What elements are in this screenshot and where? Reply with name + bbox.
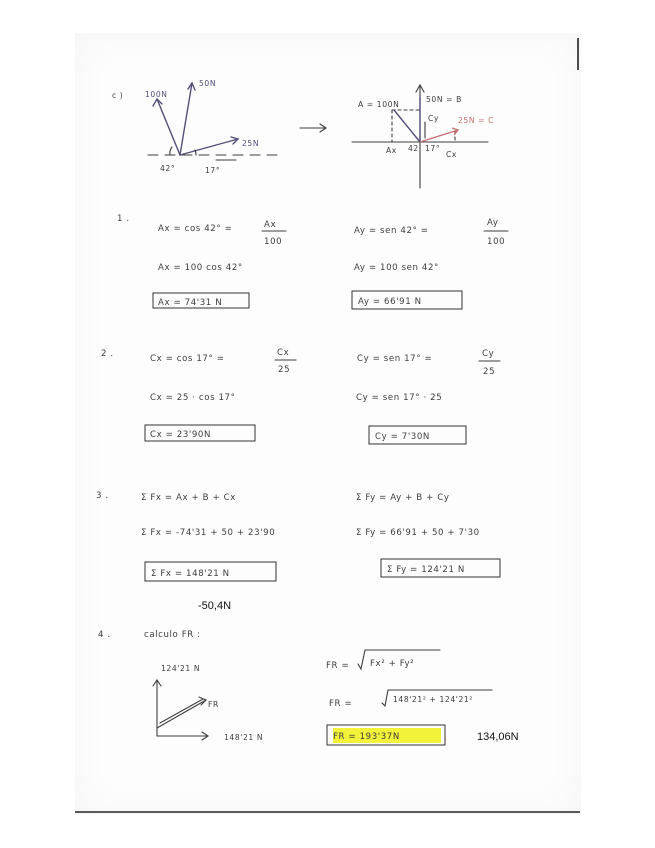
cx-frac-num: Cx [277, 348, 290, 358]
cy-frac-den: 25 [483, 367, 496, 377]
step-1-a-components [117, 214, 508, 309]
label-cx: Cx [446, 150, 457, 159]
label-c-25n: 25N = C [458, 116, 495, 125]
vector-50n [180, 83, 192, 155]
cx-cos-equation: Cx = cos 17° = [150, 354, 225, 364]
ax-product-equation: Ax = 100 cos 42° [158, 263, 243, 273]
label-25n: 25N [242, 139, 260, 148]
force-diagram-components [352, 85, 494, 188]
vector-25n [180, 139, 238, 155]
cx-result: Cx = 23'90N [150, 430, 212, 440]
sum-fx-result: Σ Fx = 148'21 N [151, 569, 230, 579]
angle-17-b: 17° [425, 144, 441, 153]
typed-correction-sum-fx: -50,4N [198, 600, 232, 612]
step-number: 2 . [101, 349, 114, 359]
label-fr: FR [208, 700, 219, 709]
arrowhead-100n [153, 99, 162, 106]
cx-product-equation: Cx = 25 · cos 17° [150, 393, 236, 403]
cy-result: Cy = 7'30N [375, 432, 430, 442]
label-fy-value: 124'21 N [161, 664, 201, 673]
fr-vector-stroke [160, 699, 203, 723]
sum-fy-equation: Σ Fy = Ay + B + Cy [356, 493, 450, 503]
cy-frac-num: Cy [482, 349, 495, 359]
angle-arc-left [170, 147, 172, 155]
angle-arc-right [195, 150, 196, 155]
cx-frac-den: 25 [278, 365, 291, 375]
ax-cos-equation: Ax = cos 42° = [158, 224, 233, 234]
vector-a [394, 110, 420, 142]
sum-fy-result: Σ Fy = 124'21 N [387, 565, 465, 575]
ay-sen-equation: Ay = sen 42° = [354, 226, 429, 236]
typed-correction-fr: 134,06N [477, 731, 519, 743]
fr-formula-lhs: FR = [326, 661, 350, 671]
ay-product-equation: Ay = 100 sen 42° [354, 263, 439, 273]
label-fx-value: 148'21 N [224, 733, 264, 742]
label-b-50n: 50N = B [426, 95, 462, 104]
ax-result: Ax = 74'31 N [158, 298, 223, 308]
ax-frac-den: 100 [264, 237, 283, 247]
cy-product-equation: Cy = sen 17° · 25 [356, 393, 443, 403]
label-100n: 100N [145, 90, 168, 99]
label-cy: Cy [428, 114, 439, 123]
sum-fy-values: Σ Fy = 66'91 + 50 + 7'30 [356, 528, 480, 538]
ay-frac-num: Ay [487, 218, 499, 228]
fr-formula-radicand: Fx² + Fy² [370, 659, 415, 669]
sum-fx-values: Σ Fx = -74'31 + 50 + 23'90 [141, 528, 276, 538]
fr-values-lhs: FR = [329, 699, 353, 709]
step-number: 3 . [96, 491, 109, 501]
step-number: 1 . [117, 214, 130, 224]
angle-42: 42° [160, 164, 176, 173]
vector-c [420, 130, 458, 142]
part-label: c ) [112, 91, 124, 100]
step-title: calculo FR : [144, 630, 201, 640]
force-diagram-original [112, 79, 282, 175]
vector-100n [157, 99, 180, 155]
label-a-100n: A = 100N [358, 100, 400, 109]
cy-sen-equation: Cy = sen 17° = [357, 354, 433, 364]
step-3-sums [96, 491, 500, 612]
ay-frac-den: 100 [487, 237, 506, 247]
label-50n: 50N [199, 79, 217, 88]
angle-42-b: 42 [408, 144, 419, 153]
sum-fx-equation: Σ Fx = Ax + B + Cx [141, 493, 236, 503]
fr-result: FR = 193'37N [333, 732, 400, 742]
step-4-resultant [98, 630, 519, 745]
fr-values-radicand: 148'21² + 124'21² [393, 695, 473, 704]
label-ax: Ax [386, 146, 397, 155]
ax-frac-num: Ax [264, 220, 277, 230]
angle-17: 17° [205, 166, 221, 175]
fr-vector [157, 700, 206, 728]
step-2-c-components [101, 348, 500, 444]
ay-result: Ay = 66'91 N [358, 297, 422, 307]
step-number: 4 . [98, 630, 111, 640]
